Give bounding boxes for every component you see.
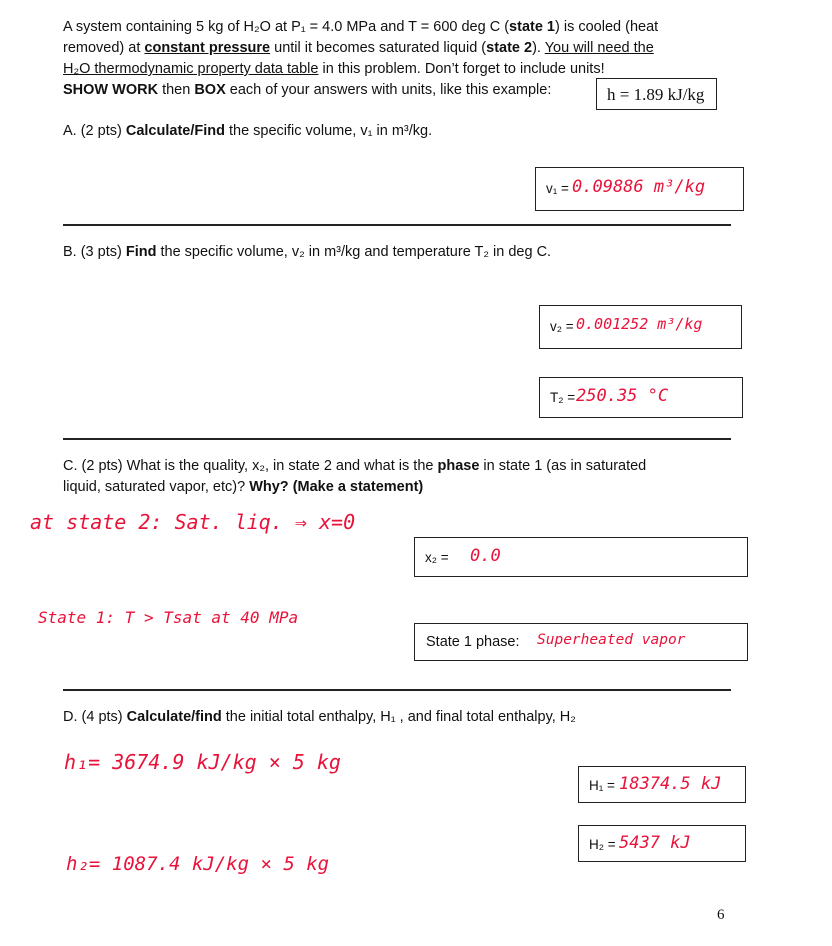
question-c-line-1: C. (2 pts) What is the quality, x₂, in state 2 and what is the phase in state 1 (as in saturated xyxy=(63,458,647,474)
handwritten-state1-note: State 1: T > Tsat at 40 MPa xyxy=(38,608,299,627)
question-c xyxy=(63,456,753,498)
handwritten-h1-calc: h₁= 3674.9 kJ/kg × 5 kg xyxy=(64,750,341,774)
intro-line-4: SHOW WORK then BOX each of your answers with units, like this example: xyxy=(63,82,552,98)
answer-box-phase xyxy=(414,623,748,661)
x2-handwritten: 0.0 xyxy=(470,546,501,566)
phase-handwritten: Superheated vapor xyxy=(537,632,686,648)
t2-label: T₂ = xyxy=(550,390,576,405)
handwritten-state2-note: at state 2: Sat. liq. ⇒ x=0 xyxy=(30,510,356,534)
h2-label: H₂ = xyxy=(589,837,616,852)
h2-handwritten: 5437 kJ xyxy=(619,833,691,853)
phase-label: State 1 phase: xyxy=(426,634,520,650)
answer-box-v1 xyxy=(535,167,744,211)
handwritten-h2-calc: h₂= 1087.4 kJ/kg × 5 kg xyxy=(66,853,330,875)
answer-box-h2 xyxy=(578,825,746,862)
question-d: D. (4 pts) Calculate/find the initial total enthalpy, H₁ , and final total enthalpy, H₂ xyxy=(63,709,576,725)
divider xyxy=(63,224,731,226)
answer-box-t2 xyxy=(539,377,743,418)
intro-line-2: removed) at constant pressure until it becomes saturated liquid (state 2). You will need the xyxy=(63,40,654,56)
h1-label: H₁ = xyxy=(589,778,615,793)
answer-box-x2 xyxy=(414,537,748,577)
v1-label: v₁ = xyxy=(546,181,569,196)
answer-box-h1 xyxy=(578,766,746,803)
x2-label: x₂ = xyxy=(425,550,449,565)
question-c-line-2: liquid, saturated vapor, etc)? Why? (Make a statement) xyxy=(63,479,424,495)
question-a: A. (2 pts) Calculate/Find the specific volume, v₁ in m³/kg. xyxy=(63,123,433,139)
v2-handwritten: 0.001252 m³/kg xyxy=(576,315,703,333)
question-b: B. (3 pts) Find the specific volume, v₂ in m³/kg and temperature T₂ in deg C. xyxy=(63,244,552,260)
intro-line-3: H₂O thermodynamic property data table in this problem. Don’t forget to include units! xyxy=(63,61,605,77)
v1-handwritten: 0.09886 m³/kg xyxy=(572,177,706,197)
t2-handwritten: 250.35 °C xyxy=(576,386,669,406)
example-answer-box: h = 1.89 kJ/kg xyxy=(596,78,717,110)
v2-label: v₂ = xyxy=(550,319,574,334)
divider xyxy=(63,438,731,440)
divider xyxy=(63,689,731,691)
answer-box-v2 xyxy=(539,305,742,349)
h1-handwritten: 18374.5 kJ xyxy=(619,774,722,794)
page-number: 6 xyxy=(717,907,725,923)
intro-line-1: A system containing 5 kg of H₂O at P₁ = 4.0 MPa and T = 600 deg C (state 1) is cooled (heat xyxy=(63,19,659,35)
